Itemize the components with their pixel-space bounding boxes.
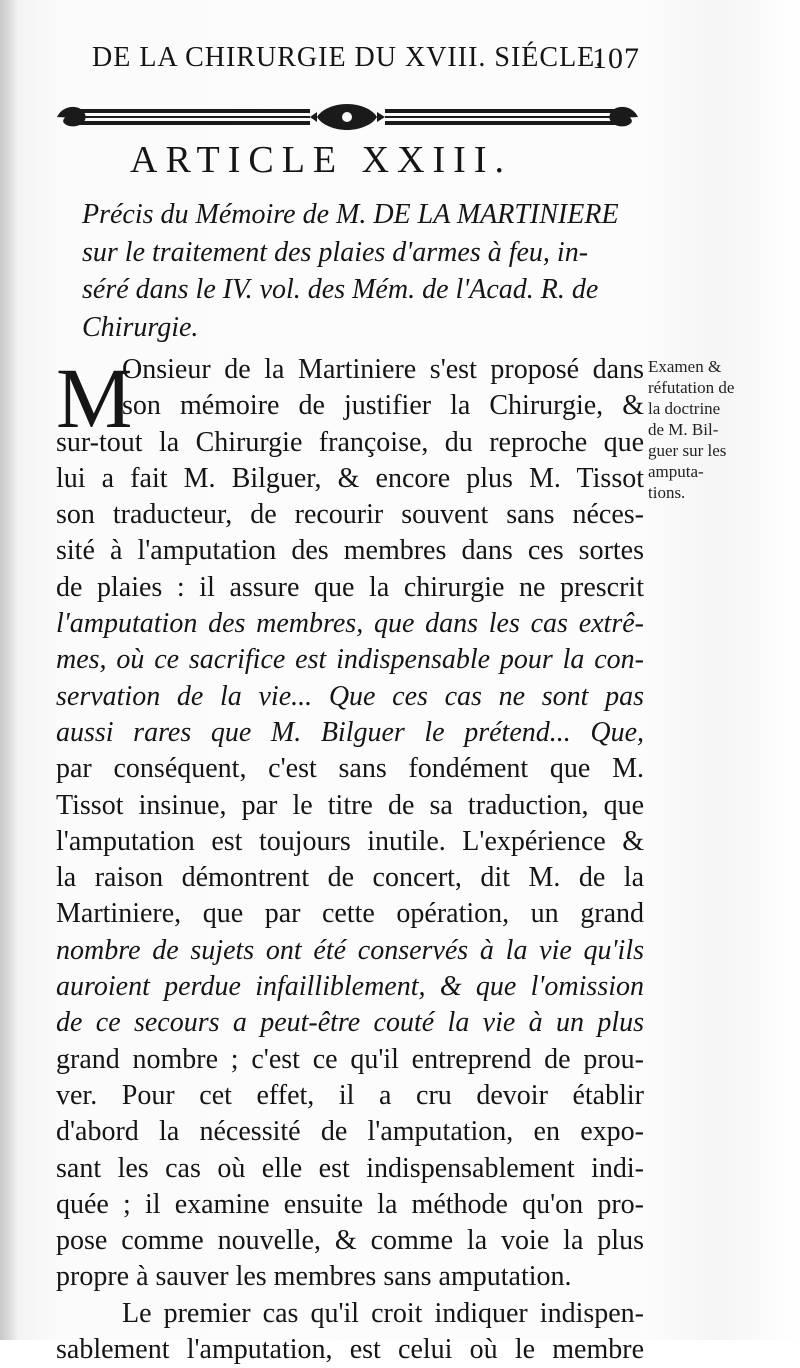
margin-note-line: réfutation de xyxy=(648,378,735,397)
body-line: auroient perdue infailliblement, & que l'omission xyxy=(56,971,644,1003)
summary-line: Chirurgie. xyxy=(82,311,199,343)
body-line: servation de la vie... Que ces cas ne sont pas xyxy=(56,680,644,712)
body-line: nombre de sujets ont été conservés à la vie qu'ils xyxy=(56,934,644,966)
margin-note-line: guer sur les xyxy=(648,441,727,460)
body-line: d'abord la nécessité de l'amputation, en expo- xyxy=(56,1116,644,1148)
article-summary xyxy=(82,196,642,346)
article-heading: ARTICLE XXIII. xyxy=(130,139,512,181)
body-line: lui a fait M. Bilguer, & encore plus M. Tissot xyxy=(56,462,644,494)
body-line: son mémoire de justifier la Chirurgie, & xyxy=(122,390,644,422)
body-line: l'amputation des membres, que dans les cas extrê- xyxy=(56,608,644,640)
body-line: son traducteur, de recourir souvent sans néces- xyxy=(56,499,644,531)
margin-note-line: amputa- xyxy=(648,462,704,481)
body-line: par conséquent, c'est sans fondément que M. xyxy=(56,753,644,785)
running-head xyxy=(92,42,640,82)
summary-line: sur le traitement des plaies d'armes à feu, in- xyxy=(82,236,589,268)
body-line: grand nombre ; c'est ce qu'il entreprend de prou- xyxy=(56,1043,644,1075)
body-line: la raison démontrent de concert, dit M. de la xyxy=(56,862,644,894)
body-line: ver. Pour cet effet, il a cru devoir établir xyxy=(56,1079,644,1111)
page-gutter-shadow xyxy=(0,0,18,1340)
running-head-title: DE LA CHIRURGIE DU XVIII. SIÉCLE. xyxy=(92,42,604,73)
margin-note-line: de M. Bil- xyxy=(648,420,719,439)
body-line: mes, où ce sacrifice est indispensable pour la con- xyxy=(56,644,644,676)
body-line: sant les cas où elle est indispensablement indi- xyxy=(56,1152,644,1184)
page-number: 107 xyxy=(592,42,640,75)
summary-line: séré dans le IV. vol. des Mém. de l'Acad. R. de xyxy=(82,274,599,305)
margin-note-line: Examen & xyxy=(648,357,722,376)
body-line: Martiniere, que par cette opération, un grand xyxy=(56,898,644,930)
body-line: sité à l'amputation des membres dans ces sortes xyxy=(56,535,644,567)
margin-note-line: tions. xyxy=(648,483,686,502)
body-line: pose comme nouvelle, & comme la voie la plus xyxy=(56,1225,644,1257)
body-line: propre à sauver les membres sans amputation. xyxy=(56,1261,572,1293)
margin-note-line: la doctrine xyxy=(648,399,721,418)
body-line: Le premier cas qu'il croit indiquer indispen- xyxy=(122,1297,644,1329)
drop-cap: M xyxy=(56,350,133,446)
body-line: sablement l'amputation, est celui où le membre xyxy=(56,1334,644,1366)
body-line: quée ; il examine ensuite la méthode qu'on pro- xyxy=(56,1188,644,1220)
body-line: Onsieur de la Martiniere s'est proposé dans xyxy=(122,354,644,385)
summary-line: Précis du Mémoire de M. DE LA MARTINIERE xyxy=(82,199,619,230)
decorative-rule-ornament xyxy=(55,100,640,136)
body-line: de plaies : il assure que la chirurgie ne prescrit xyxy=(56,571,644,603)
body-text xyxy=(56,352,644,1368)
body-line: sur-tout la Chirurgie françoise, du reproche que xyxy=(56,426,644,458)
body-line: aussi rares que M. Bilguer le prétend... Que, xyxy=(56,716,644,748)
body-line: de ce secours a peut-être couté la vie à un plus xyxy=(56,1007,644,1039)
body-line: l'amputation est toujours inutile. L'expérience & xyxy=(56,825,644,857)
body-line: Tissot insinue, par le titre de sa traduction, que xyxy=(56,789,644,821)
margin-note xyxy=(648,356,770,503)
